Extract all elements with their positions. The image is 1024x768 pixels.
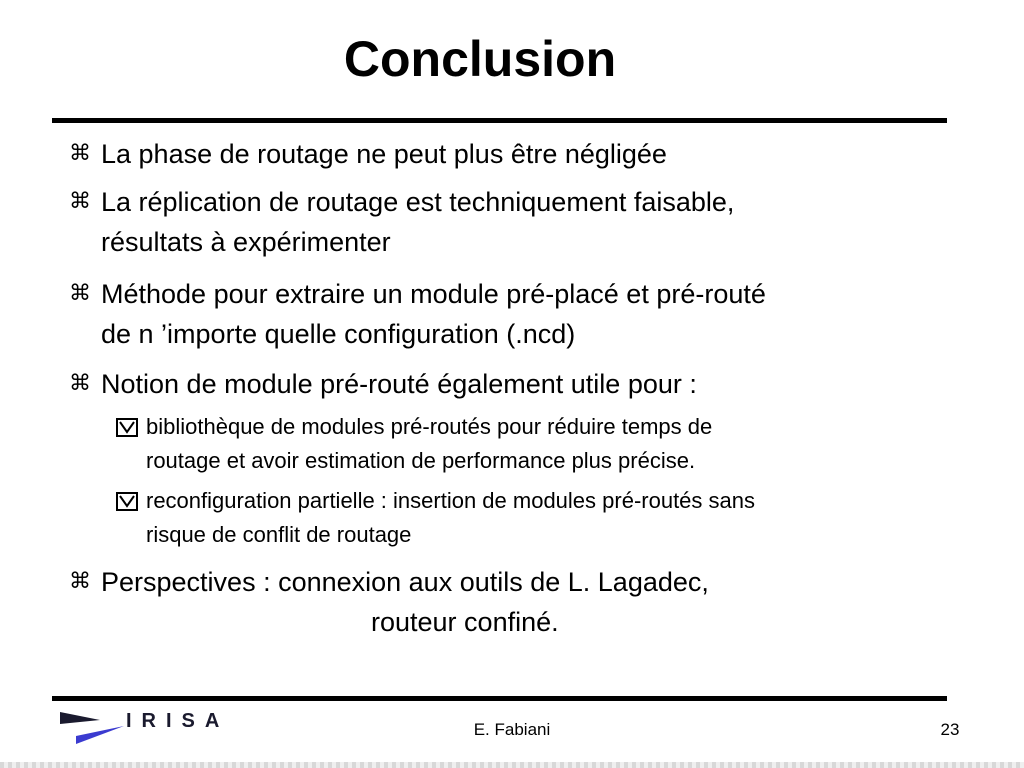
bullet-item (65, 274, 945, 354)
command-key-icon: ⌘ (69, 141, 91, 166)
footer-author: E. Fabiani (473, 720, 551, 739)
sub-bullet-text: bibliothèque de modules pré-routés pour réduire temps de (146, 414, 713, 439)
bullet-item (65, 182, 945, 262)
bullet-text: Perspectives : connexion aux outils de L. Lagadec, (101, 567, 709, 597)
command-key-icon: ⌘ (69, 189, 91, 214)
command-key-icon: ⌘ (69, 569, 91, 594)
bottom-divider (52, 696, 947, 701)
slide-title: Conclusion (343, 31, 617, 87)
sub-bullet-item (116, 410, 946, 478)
bullet-text: La réplication de routage est techniquement faisable, (101, 187, 735, 217)
checkbox-icon (116, 418, 138, 437)
command-key-icon: ⌘ (69, 371, 91, 396)
bullet-text-continued: routeur confiné. (371, 607, 559, 637)
top-divider (52, 118, 947, 123)
bullet-text: Méthode pour extraire un module pré-placé et pré-routé (101, 279, 766, 309)
command-key-icon: ⌘ (69, 281, 91, 306)
sub-bullet-text-continued: risque de conflit de routage (146, 522, 412, 547)
checkbox-icon (116, 492, 138, 511)
bullet-item (65, 364, 945, 404)
logo-text: IRISA (126, 710, 230, 732)
bullet-item (65, 134, 945, 174)
bullet-text-continued: de n ’importe quelle configuration (.ncd) (101, 319, 576, 349)
sub-bullet-text-continued: routage et avoir estimation de performance plus précise. (146, 448, 696, 473)
bullet-text: La phase de routage ne peut plus être négligée (101, 139, 667, 169)
bullet-text: Notion de module pré-routé également utile pour : (101, 369, 697, 399)
sub-bullet-text: reconfiguration partielle : insertion de modules pré-routés sans (146, 488, 755, 513)
bullet-item (65, 562, 945, 642)
bottom-edge-strip (0, 762, 1024, 768)
bullet-text-continued: résultats à expérimenter (101, 227, 391, 257)
page-number: 23 (940, 720, 960, 739)
sub-bullet-item (116, 484, 946, 552)
